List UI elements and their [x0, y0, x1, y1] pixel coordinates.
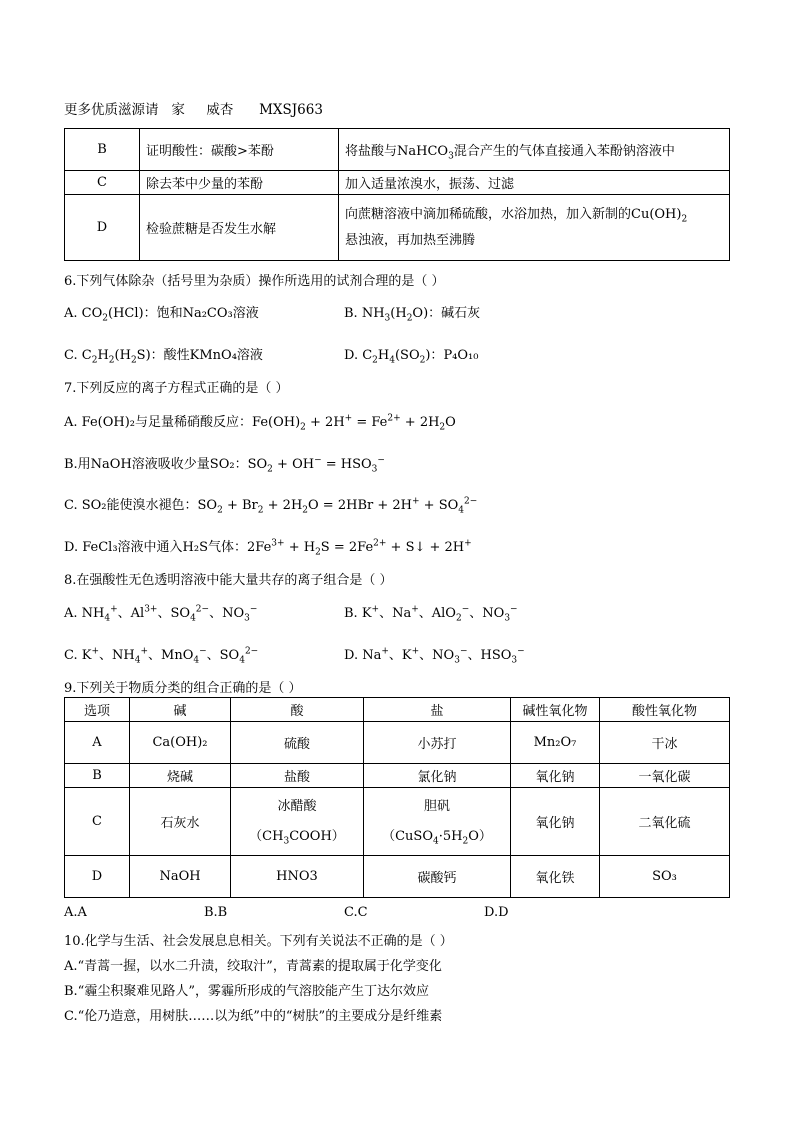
- table-cell: D: [65, 856, 130, 898]
- q5-option-label: B: [65, 129, 140, 171]
- table-cell: SO₃: [600, 856, 730, 898]
- table-row: [65, 195, 730, 261]
- table-cell: 氯化钠: [364, 764, 511, 788]
- table-cell: 硫酸: [231, 722, 364, 764]
- table-cell: HNO3: [231, 856, 364, 898]
- q9-answer-b: B.B: [204, 905, 228, 920]
- table-cell: 小苏打: [364, 722, 511, 764]
- table-cell: 盐酸: [231, 764, 364, 788]
- table-cell: C: [65, 788, 130, 856]
- table-cell: 石灰水: [130, 788, 231, 856]
- table-row: [65, 764, 730, 788]
- q5-option-label: C: [65, 171, 140, 195]
- q7-stem: 7.下列反应的离子方程式正确的是（ ）: [64, 381, 289, 396]
- table-cell: 氧化钠: [511, 764, 600, 788]
- q9-table: [64, 697, 730, 898]
- page-header: 更多优质滋源请 家 威杏 MXSJ663: [64, 102, 323, 118]
- table-cell: NaOH: [130, 856, 231, 898]
- table-cell: 氧化铁: [511, 856, 600, 898]
- column-header: 酸: [231, 698, 364, 722]
- q5-table: [64, 128, 730, 261]
- table-cell: A: [65, 722, 130, 764]
- column-header: 酸性氧化物: [600, 698, 730, 722]
- q6-option-c: C. $C_2H_2(H_2S)$：酸性KMnO₄溶液: [64, 348, 263, 366]
- q6-stem: 6.下列气体除杂（括号里为杂质）操作所选用的试剂合理的是（ ）: [64, 274, 445, 289]
- table-cell: Mn₂O₇: [511, 722, 600, 764]
- table-cell: 干冰: [600, 722, 730, 764]
- table-row: [65, 856, 730, 898]
- q8-stem: 8.在强酸性无色透明溶液中能大量共存的离子组合是（ ）: [64, 573, 393, 588]
- column-header: 盐: [364, 698, 511, 722]
- q10-option-b: B.“霾尘积聚难见路人”，雾霾所形成的气溶胶能产生丁达尔效应: [64, 984, 429, 999]
- table-cell: 氧化钠: [511, 788, 600, 856]
- q5-operation: 将盐酸与NaHCO$_3$混合产生的气体直接通入苯酚钠溶液中: [339, 129, 730, 171]
- q8-option-b: B. K+、Na+、AlO$_2$−、$NO_3^-$: [344, 604, 518, 624]
- q9-stem: 9.下列关于物质分类的组合正确的是（ ）: [64, 681, 302, 696]
- q6-option-d: D. $C_2H_4(SO_2)$：P₄O₁₀: [344, 348, 479, 366]
- q5-purpose: 除去苯中少量的苯酚: [140, 171, 339, 195]
- q10-option-a: A.“青蒿一握，以水二升渍，绞取汁”，青蒿素的提取属于化学变化: [64, 959, 442, 974]
- table-row: [65, 788, 730, 856]
- q8-option-a: A. $NH_4^+$、$Al^{3+}$、$SO_4^{2-}$、$NO_3^-$: [64, 604, 258, 624]
- table-cell: 一氧化碳: [600, 764, 730, 788]
- table-header-row: [65, 698, 730, 722]
- table-cell: Ca(OH)₂: [130, 722, 231, 764]
- table-cell: 碳酸钙: [364, 856, 511, 898]
- q7-option-c: C. SO₂能使溴水褪色：$SO_2 + Br_2 + 2H_2O = 2HBr + 2H^+ + SO_4^{2-}$: [64, 496, 478, 516]
- q5-purpose: 证明酸性：碳酸>苯酚: [140, 129, 339, 171]
- q9-answer-a: A.A: [64, 905, 87, 920]
- q10-stem: 10.化学与生活、社会发展息息相关。下列有关说法不正确的是（ ）: [64, 934, 453, 949]
- q7-option-b: B.用NaOH溶液吸收少量SO₂：$SO_2 + OH^- = HSO_3^-$: [64, 455, 385, 475]
- column-header: 碱: [130, 698, 231, 722]
- q7-option-a: A. Fe(OH)₂与足量稀硝酸反应：$Fe(OH)_2 + 2H^+ = Fe^{2+} + 2H_2O$: [64, 413, 456, 433]
- q10-option-c: C.“伦乃造意，用树肤……以为纸”中的“树肤”的主要成分是纤维素: [64, 1009, 443, 1024]
- table-cell: 烧碱: [130, 764, 231, 788]
- q8-option-d: D. Na+、K+、$NO_3^-$、$HSO_3^-$: [344, 646, 525, 666]
- q9-answer-d: D.D: [484, 905, 509, 920]
- q7-option-d: D. FeCl₃溶液中通入H₂S气体：$2Fe^{3+} + H_2S = 2Fe^{2+}$ + S↓ + 2H+: [64, 538, 472, 558]
- q6-option-a: A. $CO_2(HCl)$：饱和Na₂CO₃溶液: [64, 306, 259, 324]
- table-row: [65, 722, 730, 764]
- table-cell: B: [65, 764, 130, 788]
- q8-option-c: C. K+、$NH_4^+$、MnO$_4$−、$SO_4^{2-}$: [64, 646, 259, 666]
- table-cell: 胆矾 $(CuSO_4\cdot 5H_2O)$: [364, 788, 511, 856]
- table-row: [65, 129, 730, 171]
- column-header: 碱性氧化物: [511, 698, 600, 722]
- q6-option-b: B. $NH_3(H_2O)$：碱石灰: [344, 306, 481, 324]
- q5-purpose: 检验蔗糖是否发生水解: [140, 195, 339, 261]
- q9-answer-c: C.C: [344, 905, 368, 920]
- q5-operation: 向蔗糖溶液中滴加稀硫酸，水浴加热，加入新制的$Cu(OH)_2$ 悬浊液，再加热至沸腾: [339, 195, 730, 261]
- table-cell: 二氧化硫: [600, 788, 730, 856]
- column-header: 选项: [65, 698, 130, 722]
- table-row: [65, 171, 730, 195]
- q5-operation: 加入适量浓溴水，振荡、过滤: [339, 171, 730, 195]
- table-cell: 冰醋酸 $(CH_3COOH)$: [231, 788, 364, 856]
- q5-option-label: D: [65, 195, 140, 261]
